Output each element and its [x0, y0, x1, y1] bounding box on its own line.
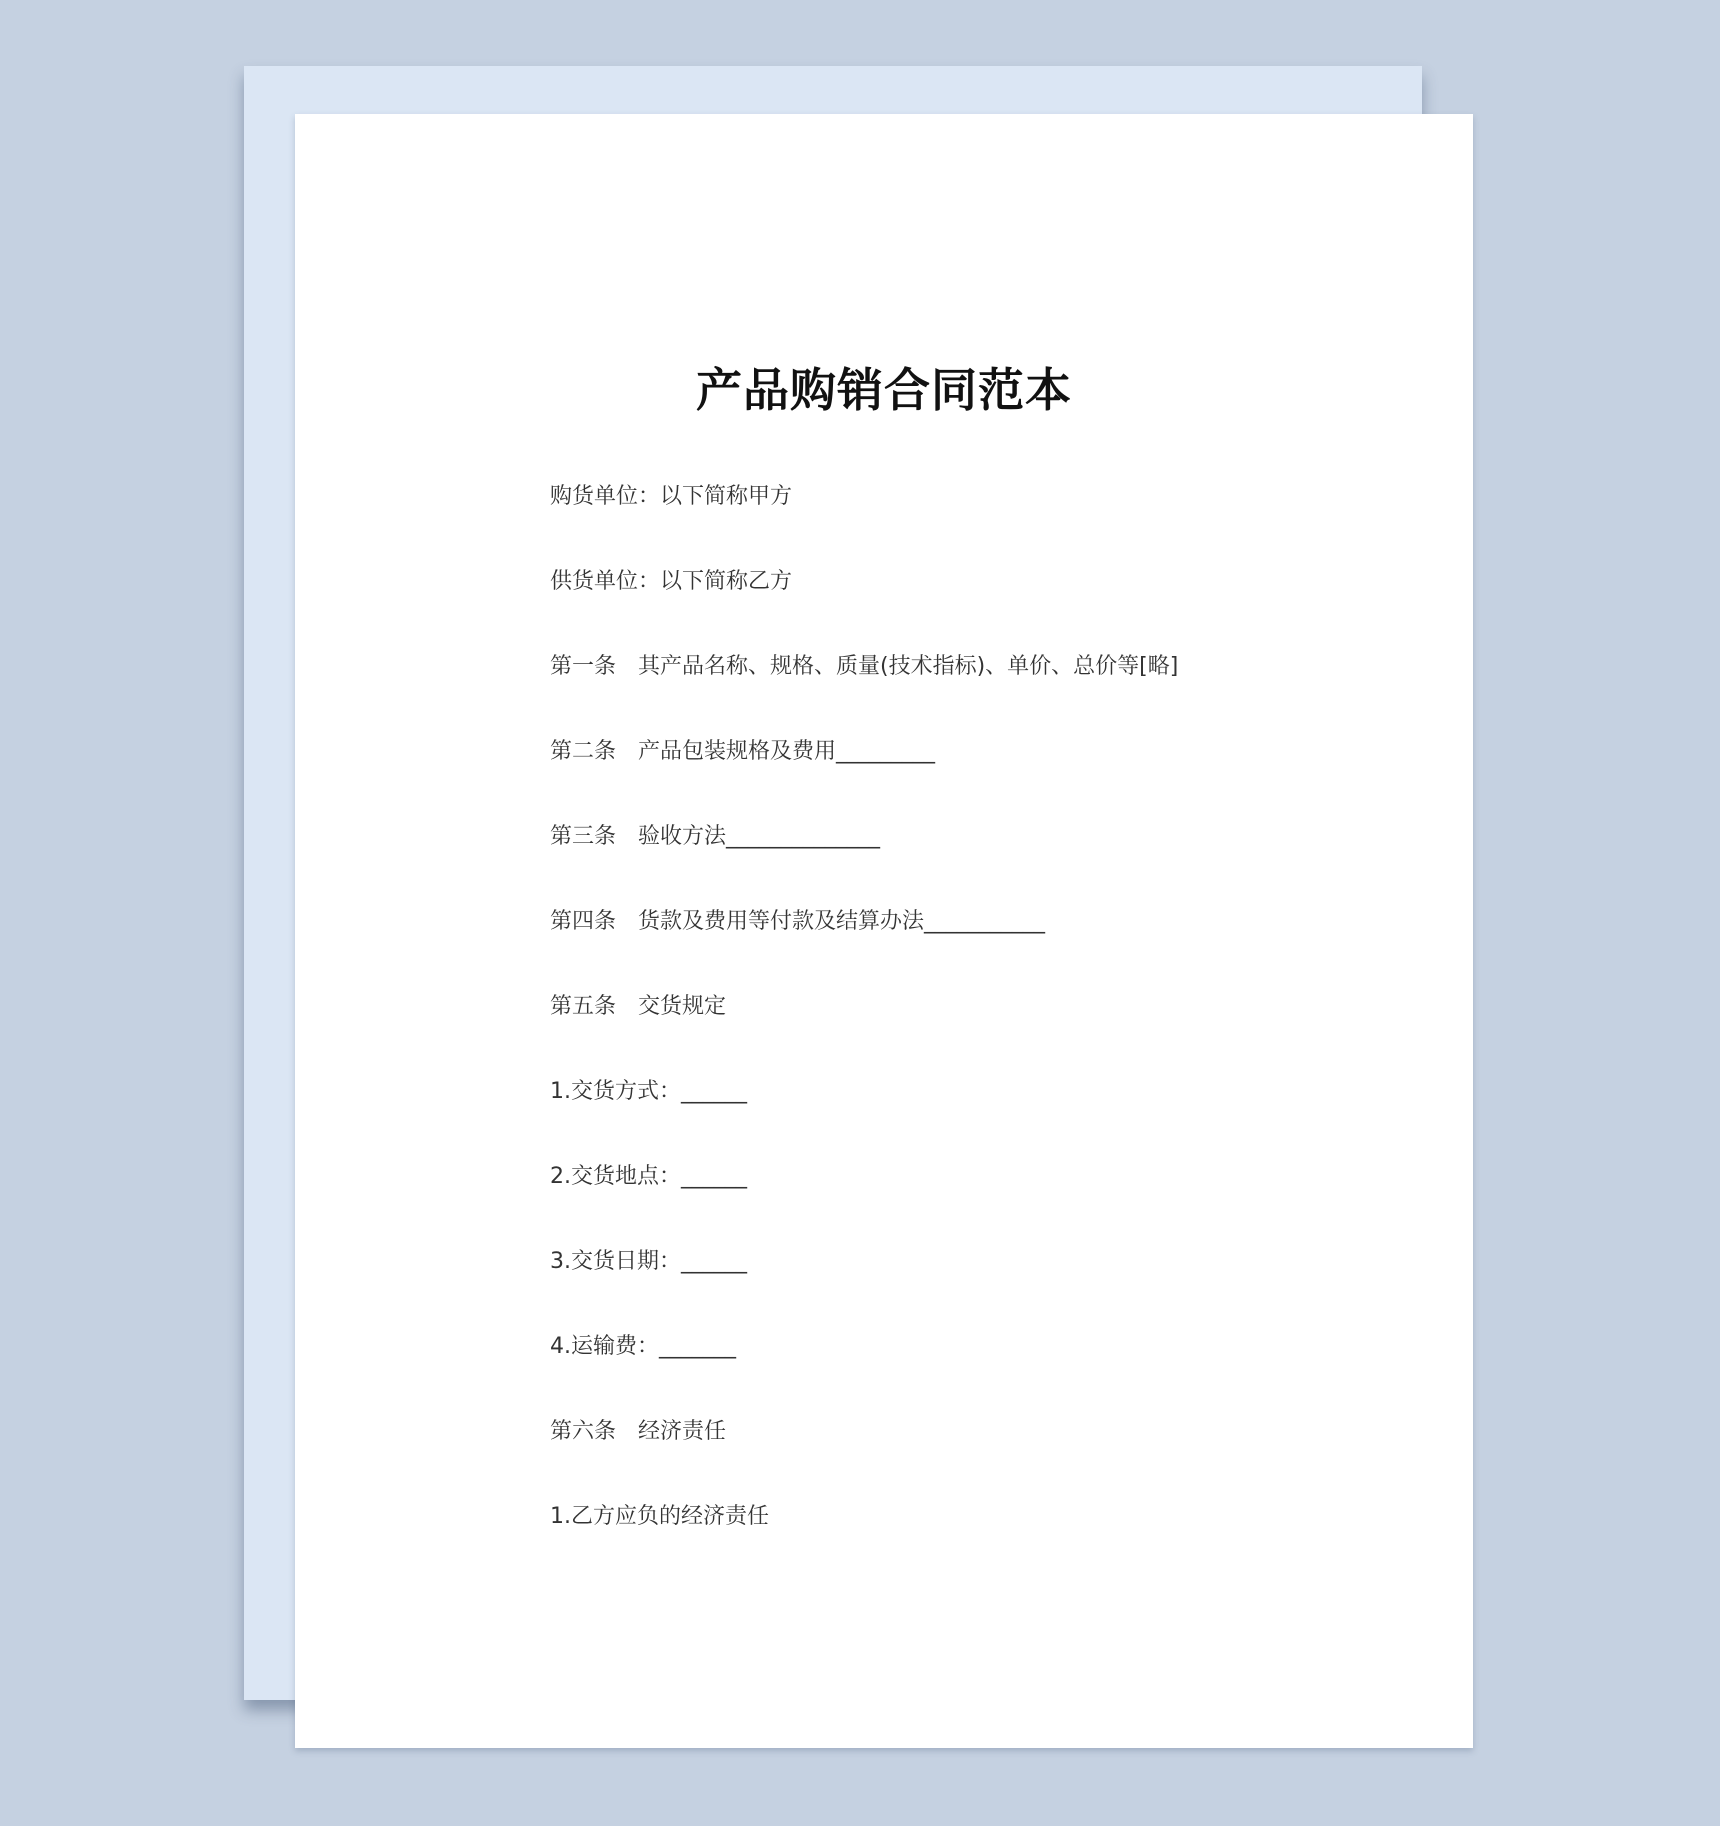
- article-1: 第一条 其产品名称、规格、质量(技术指标)、单价、总价等[略]: [550, 654, 1179, 679]
- delivery-date-line: 3.交货日期：______: [550, 1249, 747, 1274]
- article-5: 第五条 交货规定: [550, 994, 727, 1019]
- delivery-location-line: 2.交货地点：______: [550, 1164, 747, 1189]
- document-body: [550, 482, 1178, 1587]
- article-2: 第二条 产品包装规格及费用_________: [550, 739, 936, 764]
- supplier-liability-line: 1.乙方应负的经济责任: [550, 1504, 769, 1529]
- article-6: 第六条 经济责任: [550, 1419, 727, 1444]
- supplier-line: 供货单位：以下简称乙方: [550, 569, 793, 594]
- document-title: 产品购销合同范本: [696, 363, 1072, 417]
- freight-line: 4.运输费：_______: [550, 1334, 736, 1359]
- article-3: 第三条 验收方法______________: [550, 824, 881, 849]
- delivery-method-line: 1.交货方式：______: [550, 1079, 747, 1104]
- document-page: [295, 114, 1473, 1748]
- article-4: 第四条 货款及费用等付款及结算办法___________: [550, 909, 1046, 934]
- buyer-line: 购货单位：以下简称甲方: [550, 484, 793, 509]
